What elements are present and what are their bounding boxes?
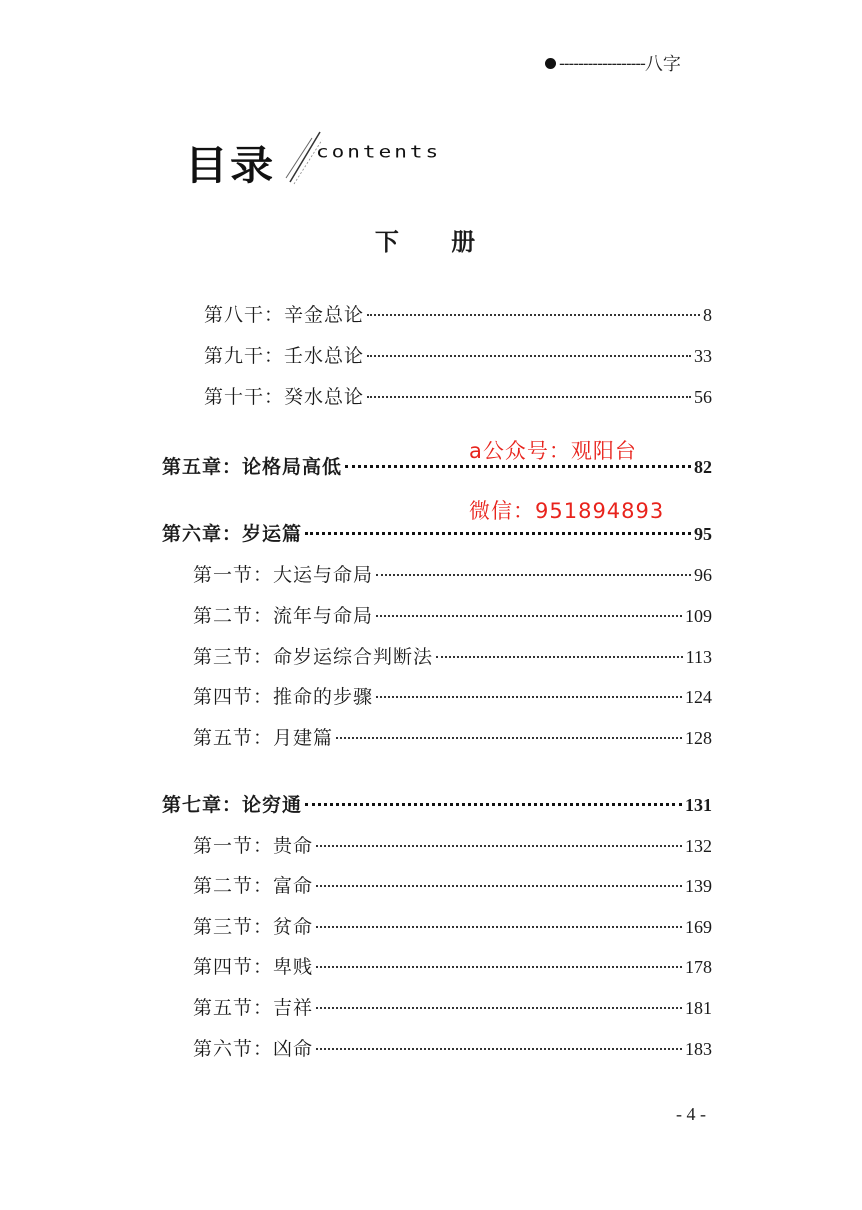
toc-page-number: 183 [685, 1039, 712, 1059]
dot-leader [345, 465, 691, 468]
toc-entry[interactable] [204, 341, 712, 371]
toc-page-number: 169 [685, 917, 712, 937]
dot-leader [316, 845, 682, 847]
toc-label: 第一节：大运与命局 [193, 564, 374, 586]
toc-entry[interactable] [193, 642, 712, 672]
dot-leader [305, 803, 682, 806]
toc-entry[interactable] [193, 601, 712, 631]
dot-leader [305, 532, 691, 535]
toc-page-number: 131 [685, 795, 712, 815]
toc-label: 第二节：富命 [193, 875, 314, 897]
toc-label: 第三节：贫命 [193, 916, 314, 938]
dot-leader [316, 966, 682, 968]
dot-leader [336, 737, 682, 739]
logo-chinese: 目录 [184, 143, 276, 189]
toc-page-number: 139 [685, 876, 712, 896]
toc-entry[interactable] [193, 682, 712, 712]
toc-entry[interactable] [204, 382, 712, 412]
toc-page-number: 96 [694, 565, 712, 585]
dot-leader [316, 1048, 682, 1050]
header-dashes: ------------------ [559, 53, 645, 73]
toc-label: 第二节：流年与命局 [193, 605, 374, 627]
toc-label: 第四节：卑贱 [193, 956, 314, 978]
toc-label: 第一节：贵命 [193, 835, 314, 857]
toc-label: 第十干：癸水总论 [204, 386, 365, 408]
toc-page-number: 132 [685, 836, 712, 856]
toc-label: 第八干：辛金总论 [204, 304, 365, 326]
dot-leader [367, 355, 691, 357]
volume-title: 下 册 [374, 228, 498, 256]
dot-leader [316, 885, 682, 887]
page-number: - 4 - [676, 1104, 706, 1124]
watermark-public-account: a公众号：观阳台 [469, 439, 637, 463]
toc-label: 第六章：岁运篇 [162, 523, 303, 545]
toc-entry[interactable] [204, 300, 712, 330]
toc-page-number: 128 [685, 728, 712, 748]
watermark-wechat: 微信：951894893 [469, 499, 665, 523]
toc-page-number: 124 [685, 687, 712, 707]
toc-label: 第五章：论格局高低 [162, 456, 343, 478]
toc-page-number: 82 [694, 457, 712, 477]
toc-entry[interactable] [193, 831, 712, 861]
contents-logo [184, 130, 458, 189]
toc-label: 第五节：月建篇 [193, 727, 334, 749]
toc-page-number: 109 [685, 606, 712, 626]
dot-leader [367, 314, 700, 316]
logo-english: contents [316, 142, 442, 162]
toc-entry[interactable] [193, 723, 712, 753]
toc-page-number: 33 [694, 346, 712, 366]
toc-entry[interactable] [193, 952, 712, 982]
toc-page-number: 181 [685, 998, 712, 1018]
running-header [545, 50, 681, 76]
toc-label: 第七章：论穷通 [162, 794, 303, 816]
toc-page-number: 178 [685, 957, 712, 977]
book-title: 八字 [644, 54, 681, 75]
toc-page-number: 56 [694, 387, 712, 407]
toc-page-number: 8 [703, 305, 712, 325]
toc-entry[interactable] [193, 993, 712, 1023]
toc-label: 第六节：凶命 [193, 1038, 314, 1060]
toc-chapter-entry[interactable] [162, 790, 712, 820]
dot-leader [436, 656, 683, 658]
toc-page-number: 95 [694, 524, 712, 544]
dot-leader [376, 615, 682, 617]
toc-label: 第九干：壬水总论 [204, 345, 365, 367]
dot-leader [316, 1007, 682, 1009]
dot-leader [376, 574, 691, 576]
toc-label: 第四节：推命的步骤 [193, 686, 374, 708]
toc-label: 第三节：命岁运综合判断法 [193, 646, 434, 668]
bullet-icon [545, 58, 556, 69]
toc-entry[interactable] [193, 912, 712, 942]
toc-page-number: 113 [685, 647, 712, 667]
dot-leader [367, 396, 691, 398]
dot-leader [376, 696, 682, 698]
toc-entry[interactable] [193, 560, 712, 590]
toc-entry[interactable] [193, 871, 712, 901]
toc-entry[interactable] [193, 1034, 712, 1064]
dot-leader [316, 926, 682, 928]
toc-label: 第五节：吉祥 [193, 997, 314, 1019]
